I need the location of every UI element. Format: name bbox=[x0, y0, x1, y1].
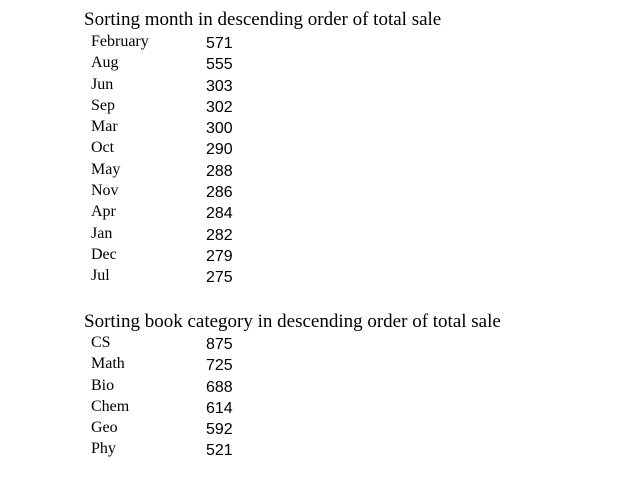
category-label: CS bbox=[91, 334, 111, 351]
category-row bbox=[0, 418, 619, 439]
month-label: Oct bbox=[91, 139, 115, 157]
category-row bbox=[0, 376, 619, 397]
category-sales-heading: Sorting book category in descending order of total sale bbox=[84, 311, 501, 332]
month-row bbox=[0, 75, 619, 96]
month-label: Aug bbox=[91, 54, 119, 72]
total-sale-value: 290 bbox=[206, 141, 233, 159]
month-label: February bbox=[91, 33, 149, 50]
month-row bbox=[0, 224, 619, 245]
month-label: Apr bbox=[91, 203, 116, 221]
total-sale-value: 592 bbox=[206, 421, 233, 439]
month-row bbox=[0, 117, 619, 138]
total-sale-value: 302 bbox=[206, 98, 233, 116]
category-label: Math bbox=[91, 355, 125, 373]
total-sale-value: 688 bbox=[206, 378, 233, 396]
category-sales-list bbox=[0, 333, 619, 461]
month-row bbox=[0, 160, 619, 181]
total-sale-value: 614 bbox=[206, 399, 233, 417]
month-row bbox=[0, 53, 619, 74]
category-label: Geo bbox=[91, 419, 118, 437]
month-label: May bbox=[91, 160, 121, 178]
month-row bbox=[0, 245, 619, 266]
total-sale-value: 300 bbox=[206, 120, 233, 138]
month-sales-list bbox=[0, 32, 619, 288]
month-label: Dec bbox=[91, 245, 117, 263]
category-row bbox=[0, 333, 619, 354]
total-sale-value: 875 bbox=[206, 336, 233, 353]
category-row bbox=[0, 439, 619, 460]
month-row bbox=[0, 96, 619, 117]
month-label: Sep bbox=[91, 96, 115, 114]
month-label: Jul bbox=[91, 267, 110, 285]
month-row bbox=[0, 181, 619, 202]
total-sale-value: 571 bbox=[206, 35, 233, 52]
category-label: Chem bbox=[91, 397, 130, 415]
month-row bbox=[0, 202, 619, 223]
category-label: Phy bbox=[91, 440, 116, 458]
month-row bbox=[0, 138, 619, 159]
total-sale-value: 555 bbox=[206, 56, 233, 74]
month-row bbox=[0, 266, 619, 287]
total-sale-value: 275 bbox=[206, 269, 233, 287]
category-row bbox=[0, 354, 619, 375]
total-sale-value: 279 bbox=[206, 247, 233, 265]
total-sale-value: 288 bbox=[206, 162, 233, 180]
month-label: Mar bbox=[91, 118, 118, 136]
category-row bbox=[0, 397, 619, 418]
total-sale-value: 303 bbox=[206, 77, 233, 95]
category-label: Bio bbox=[91, 376, 115, 394]
total-sale-value: 282 bbox=[206, 226, 233, 244]
total-sale-value: 286 bbox=[206, 184, 233, 202]
total-sale-value: 521 bbox=[206, 442, 233, 460]
month-label: Jan bbox=[91, 224, 113, 242]
month-label: Jun bbox=[91, 75, 114, 93]
total-sale-value: 725 bbox=[206, 357, 233, 375]
month-label: Nov bbox=[91, 182, 119, 200]
month-sales-heading: Sorting month in descending order of total sale bbox=[84, 9, 442, 30]
month-row bbox=[0, 32, 619, 53]
total-sale-value: 284 bbox=[206, 205, 233, 223]
